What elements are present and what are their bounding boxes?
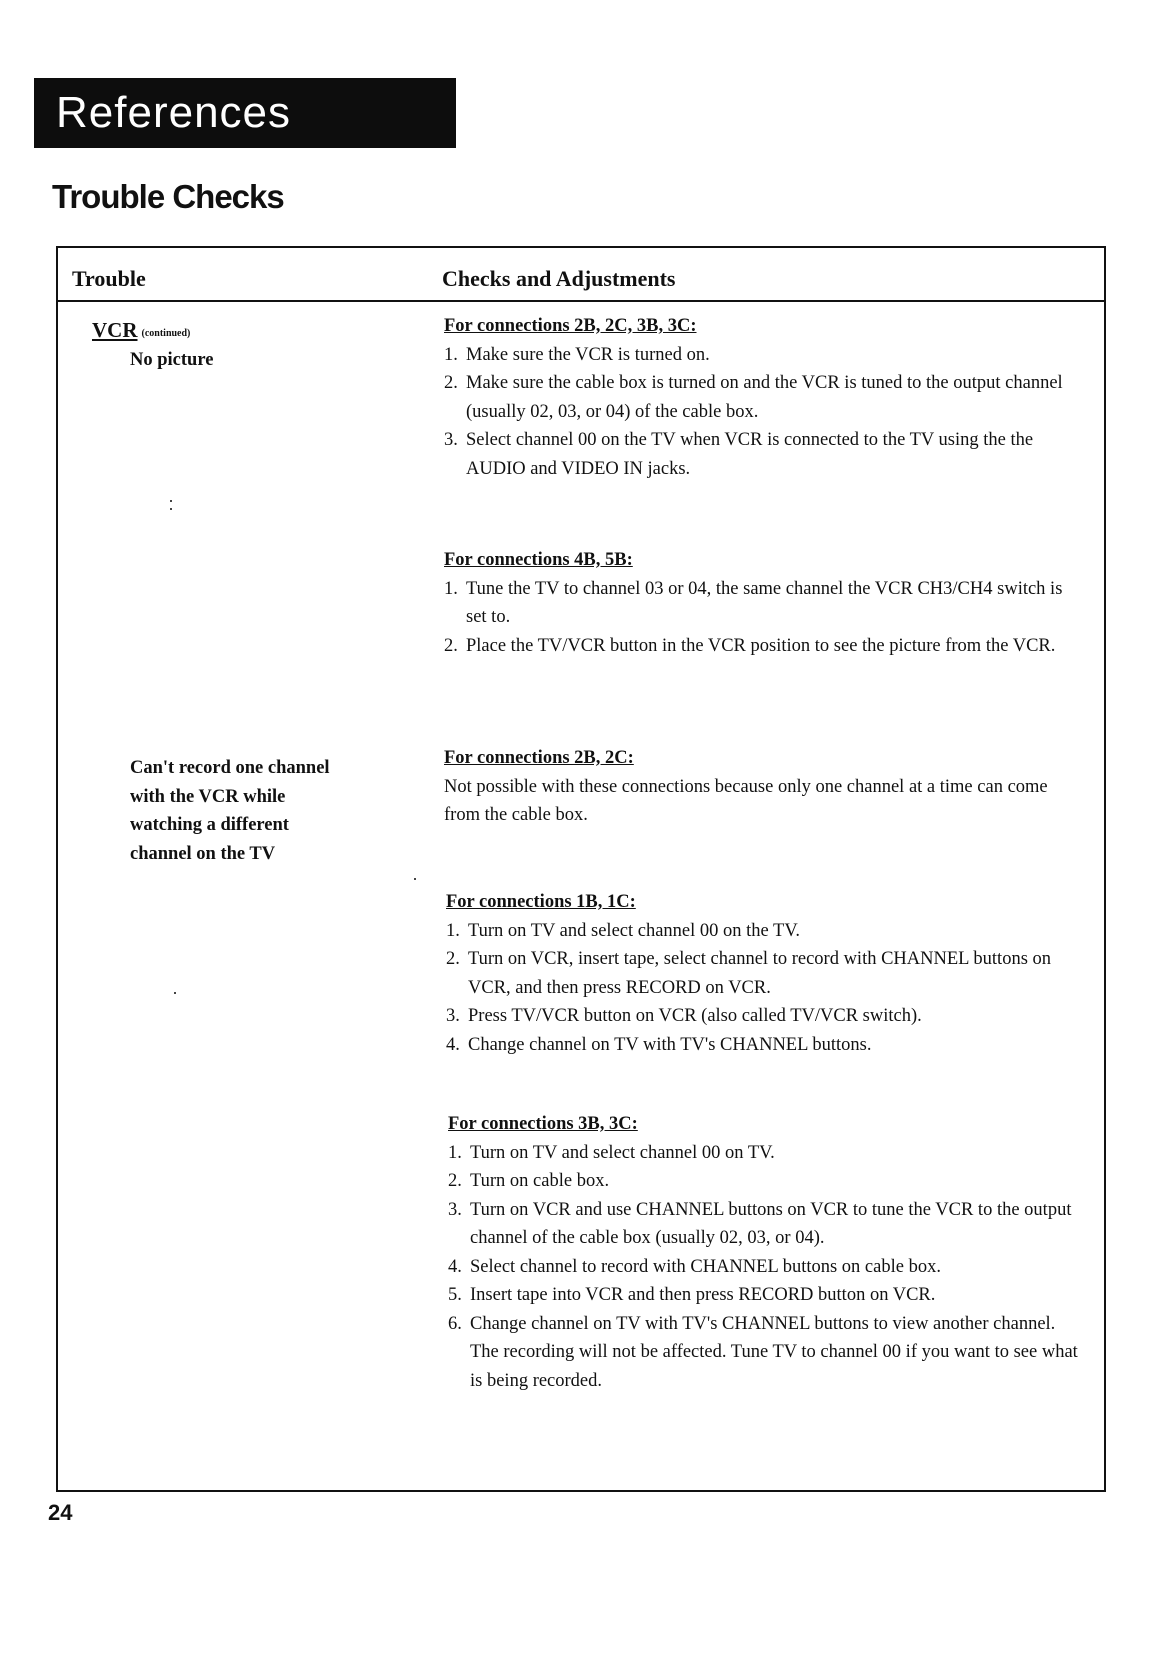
trouble-cant-record	[130, 754, 330, 868]
trouble-table	[56, 246, 1106, 1492]
category-label	[92, 316, 190, 349]
trouble-line: channel on the TV	[130, 843, 276, 864]
steps-list	[444, 341, 1084, 484]
checks-section-2b-2c-3b-3c	[444, 312, 1084, 483]
steps-list	[446, 917, 1086, 1060]
category-note: (continued)	[141, 328, 191, 339]
list-item: 6. Change channel on TV with TV's CHANNEL buttons to view another channel. The recording will not be affected. Tune TV to channel 00 if you want to see what is being recorded.	[448, 1313, 1078, 1391]
list-item: 1. Turn on TV and select channel 00 on the TV.	[446, 920, 800, 941]
category-name: VCR	[92, 318, 138, 342]
checks-section-4b-5b	[444, 546, 1084, 660]
checks-section-3b-3c	[448, 1110, 1088, 1395]
list-item: 2. Place the TV/VCR button in the VCR position to see the picture from the VCR.	[444, 635, 1056, 656]
section-heading: For connections 2B, 2C, 3B, 3C:	[444, 316, 697, 336]
checks-section-1b-1c	[446, 888, 1086, 1059]
checks-section-2b-2c	[444, 744, 1084, 830]
steps-list	[448, 1139, 1088, 1396]
table-header	[58, 248, 1104, 302]
list-item: 2. Turn on VCR, insert tape, select channel to record with CHANNEL buttons on VCR, and then press RECORD on VCR.	[446, 949, 1052, 998]
section-heading: For connections 4B, 5B:	[444, 550, 633, 570]
section-heading: For connections 1B, 1C:	[446, 892, 636, 912]
section-banner: References	[34, 78, 456, 148]
section-text: Not possible with these connections because only one channel at a time can come from the cable box.	[444, 776, 1048, 825]
column-header-trouble: Trouble	[72, 266, 146, 291]
trouble-line: watching a different	[130, 815, 289, 835]
trouble-line: with the VCR while	[130, 786, 286, 807]
list-item: 2. Turn on cable box.	[448, 1171, 610, 1191]
trouble-line: Can't record one channel	[130, 758, 330, 778]
list-item: 2. Make sure the cable box is turned on and the VCR is tuned to the output channel (usually 02, 03, or 04) of the cable box.	[444, 373, 1063, 422]
list-item: 1. Turn on TV and select channel 00 on TV.	[448, 1142, 775, 1163]
scan-speck	[414, 878, 416, 880]
page-number: 24	[48, 1500, 73, 1525]
trouble-no-picture: No picture	[130, 350, 214, 370]
list-item: 3. Press TV/VCR button on VCR (also called TV/VCR switch).	[446, 1006, 922, 1026]
list-item: 5. Insert tape into VCR and then press RECORD button on VCR.	[448, 1285, 936, 1305]
list-item: 1. Tune the TV to channel 03 or 04, the same channel the VCR CH3/CH4 switch is set to.	[444, 578, 1063, 627]
scan-speck	[174, 992, 176, 994]
list-item: 3. Turn on VCR and use CHANNEL buttons on VCR to tune the VCR to the output channel of the cable box (usually 02, 03, or 04).	[448, 1199, 1072, 1248]
list-item: 3. Select channel 00 on the TV when VCR is connected to the TV using the the AUDIO and VIDEO IN jacks.	[444, 430, 1034, 479]
list-item: 4. Select channel to record with CHANNEL buttons on cable box.	[448, 1256, 941, 1277]
section-heading: For connections 2B, 2C:	[444, 748, 634, 768]
list-item: 4. Change channel on TV with TV's CHANNEL buttons.	[446, 1034, 872, 1055]
page-title: Trouble Checks	[52, 178, 284, 215]
steps-list	[444, 575, 1084, 661]
scan-speck	[170, 508, 172, 510]
list-item: 1. Make sure the VCR is turned on.	[444, 344, 710, 365]
column-header-checks: Checks and Adjustments	[442, 266, 676, 291]
scan-speck	[170, 500, 172, 502]
section-heading: For connections 3B, 3C:	[448, 1114, 638, 1134]
